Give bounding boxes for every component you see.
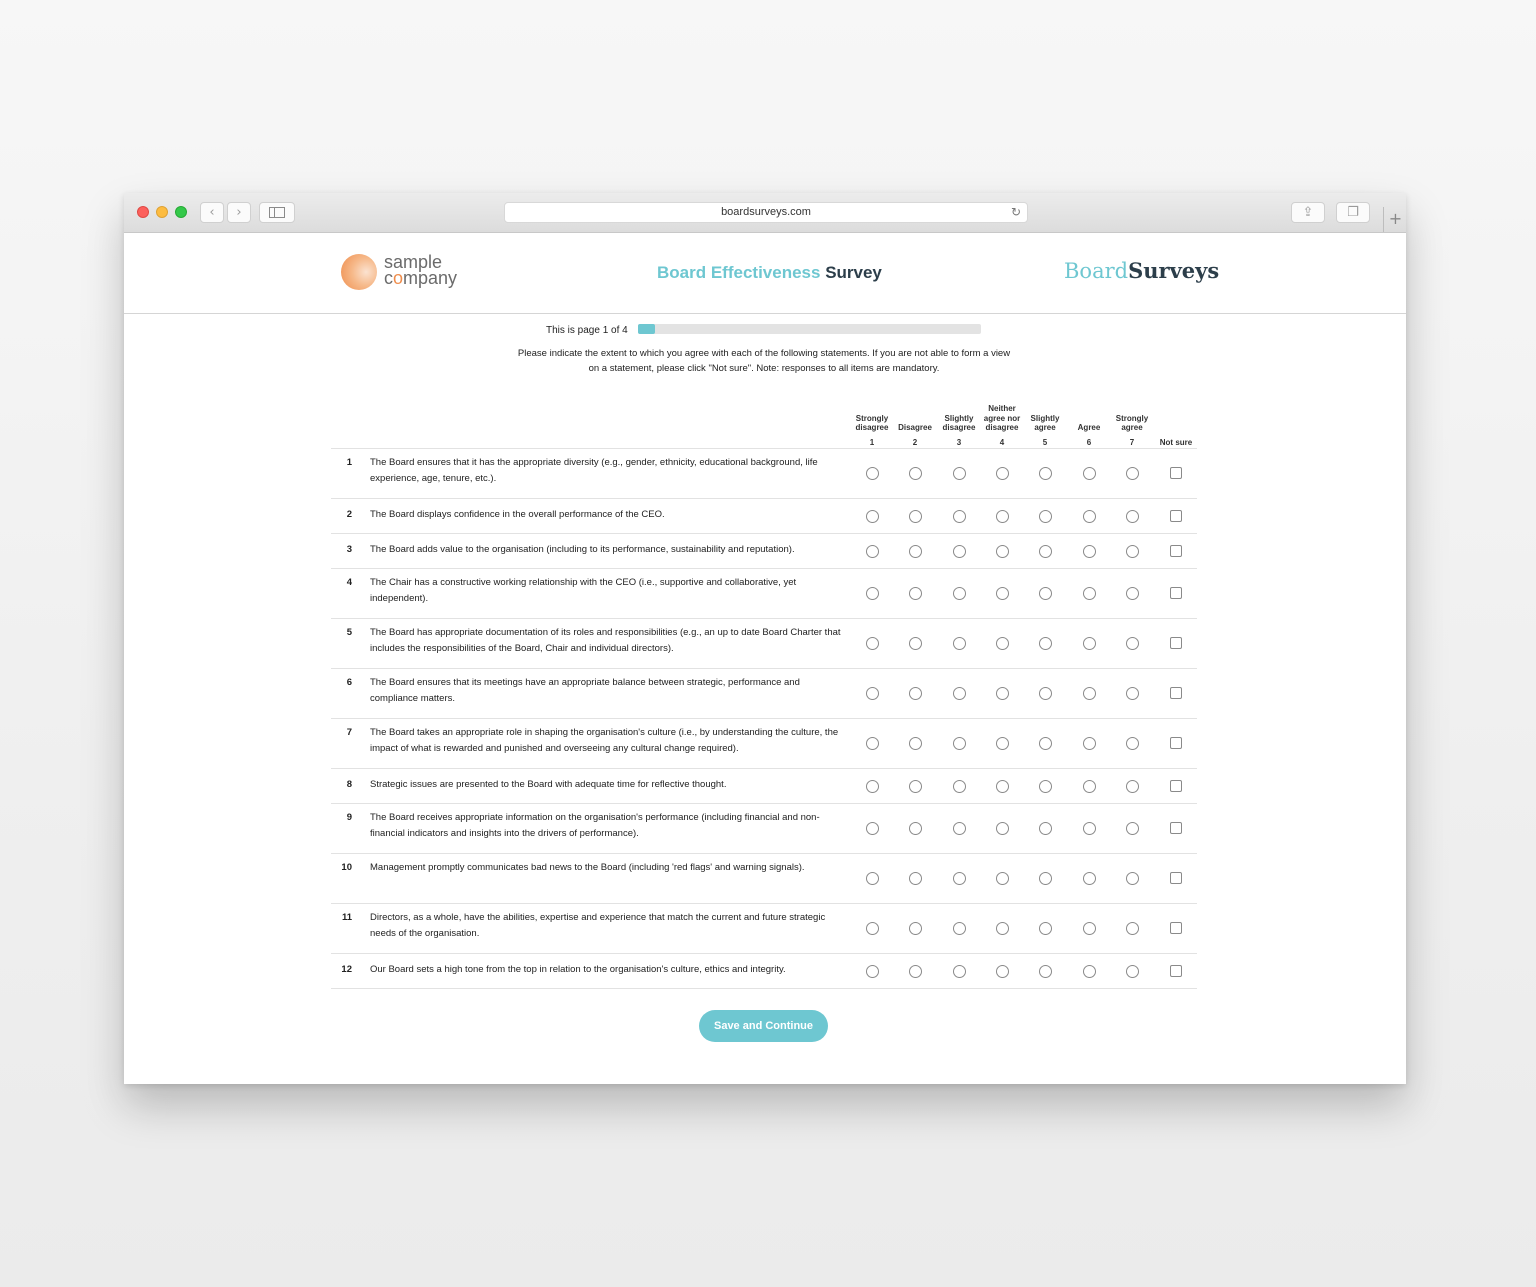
- rating-radio-2[interactable]: [909, 965, 922, 978]
- rating-radio-6[interactable]: [1083, 922, 1096, 935]
- rating-radio-7[interactable]: [1126, 872, 1139, 885]
- rating-radio-6[interactable]: [1083, 510, 1096, 523]
- not-sure-checkbox[interactable]: [1170, 467, 1182, 479]
- rating-radio-5[interactable]: [1039, 965, 1052, 978]
- new-tab-button[interactable]: [1383, 207, 1407, 232]
- question-row: [331, 569, 1197, 619]
- scale-header-8: [1154, 389, 1198, 447]
- scale-header-3: [937, 389, 981, 447]
- rating-radio-6[interactable]: [1083, 637, 1096, 650]
- rating-radio-6[interactable]: [1083, 687, 1096, 700]
- question-row: [331, 619, 1197, 669]
- rating-radio-5[interactable]: [1039, 467, 1052, 480]
- share-icon: ⇪: [1302, 205, 1314, 220]
- rating-radio-4[interactable]: [996, 872, 1009, 885]
- plus-icon: +: [1388, 209, 1403, 228]
- rating-radio-5[interactable]: [1039, 587, 1052, 600]
- rating-radio-1[interactable]: [866, 872, 879, 885]
- rating-radio-4[interactable]: [996, 545, 1009, 558]
- rating-radio-1[interactable]: [866, 545, 879, 558]
- rating-radio-7[interactable]: [1126, 587, 1139, 600]
- progress-fill: [638, 324, 655, 334]
- rating-radio-2[interactable]: [909, 587, 922, 600]
- rating-radio-5[interactable]: [1039, 780, 1052, 793]
- page-title: Board Effectiveness Survey: [657, 263, 882, 282]
- rating-radio-1[interactable]: [866, 637, 879, 650]
- question-text: Management promptly communicates bad news to the Board (including 'red flags' and warning signals).: [370, 862, 805, 873]
- question-row: [331, 534, 1197, 569]
- rating-radio-5[interactable]: [1039, 872, 1052, 885]
- rating-radio-7[interactable]: [1126, 737, 1139, 750]
- rating-radio-6[interactable]: [1083, 822, 1096, 835]
- not-sure-checkbox[interactable]: [1170, 737, 1182, 749]
- not-sure-checkbox[interactable]: [1170, 965, 1182, 977]
- back-button[interactable]: [200, 202, 224, 223]
- question-row: [331, 669, 1197, 719]
- rating-radio-2[interactable]: [909, 822, 922, 835]
- question-number: 11: [341, 912, 352, 923]
- tabs-icon: ❐: [1347, 205, 1359, 220]
- rating-radio-1[interactable]: [866, 780, 879, 793]
- rating-radio-3[interactable]: [953, 872, 966, 885]
- scale-label: Strongly agree: [1115, 413, 1149, 432]
- rating-radio-6[interactable]: [1083, 965, 1096, 978]
- logo-line-2: company: [384, 268, 458, 288]
- progress-bar: [638, 324, 981, 334]
- question-number: 8: [346, 779, 352, 790]
- scale-label: Not sure: [1159, 437, 1193, 447]
- rating-radio-6[interactable]: [1083, 780, 1096, 793]
- rating-radio-6[interactable]: [1083, 467, 1096, 480]
- company-logo-icon: [341, 254, 377, 290]
- scale-number: 6: [1086, 437, 1092, 447]
- question-number: 1: [346, 457, 352, 468]
- rating-radio-5[interactable]: [1039, 687, 1052, 700]
- sidebar-button[interactable]: [259, 202, 295, 223]
- rating-radio-4[interactable]: [996, 737, 1009, 750]
- instructions: Please indicate the extent to which you agree with each of the following statements. If you are not able to form a view on a statement, please click "Not sure". Note: responses to all items are mandatory.: [517, 348, 1011, 374]
- rating-radio-6[interactable]: [1083, 545, 1096, 558]
- not-sure-checkbox[interactable]: [1170, 687, 1182, 699]
- scale-header-2: [893, 389, 937, 447]
- close-window-button[interactable]: [137, 206, 149, 218]
- rating-radio-7[interactable]: [1126, 637, 1139, 650]
- question-number: 7: [346, 727, 352, 738]
- not-sure-checkbox[interactable]: [1170, 510, 1182, 522]
- question-text: The Board ensures that its meetings have an appropriate balance between strategic, performance and compliance matters.: [370, 677, 800, 704]
- rating-radio-2[interactable]: [909, 510, 922, 523]
- rating-radio-2[interactable]: [909, 872, 922, 885]
- scale-header-7: [1110, 389, 1154, 447]
- rating-radio-4[interactable]: [996, 922, 1009, 935]
- rating-radio-2[interactable]: [909, 545, 922, 558]
- question-text: The Board displays confidence in the overall performance of the CEO.: [370, 509, 665, 520]
- rating-radio-1[interactable]: [866, 687, 879, 700]
- rating-radio-4[interactable]: [996, 965, 1009, 978]
- not-sure-checkbox[interactable]: [1170, 780, 1182, 792]
- rating-radio-4[interactable]: [996, 587, 1009, 600]
- rating-radio-7[interactable]: [1126, 780, 1139, 793]
- rating-radio-6[interactable]: [1083, 737, 1096, 750]
- chevron-right-icon: ›: [236, 205, 242, 220]
- rating-radio-7[interactable]: [1126, 922, 1139, 935]
- rating-radio-2[interactable]: [909, 922, 922, 935]
- logo-line-1: sample: [384, 252, 443, 272]
- question-row: [331, 499, 1197, 534]
- company-logo: [384, 254, 457, 286]
- chevron-left-icon: ‹: [209, 205, 215, 220]
- question-text: The Board has appropriate documentation of its roles and responsibilities (e.g., an up to date Board Charter that includes the responsibilities of the Board, Chair and individual directors).: [370, 627, 841, 654]
- question-row: [331, 954, 1197, 989]
- scale-number: 3: [956, 437, 962, 447]
- question-text: Directors, as a whole, have the abilities, expertise and experience that match the current and future strategic needs of the organisation.: [370, 912, 826, 939]
- rating-radio-2[interactable]: [909, 687, 922, 700]
- rating-radio-1[interactable]: [866, 965, 879, 978]
- rating-radio-3[interactable]: [953, 965, 966, 978]
- rating-radio-5[interactable]: [1039, 510, 1052, 523]
- zoom-window-button[interactable]: [175, 206, 187, 218]
- rating-radio-1[interactable]: [866, 922, 879, 935]
- scale-label: Slightly agree: [1030, 413, 1060, 432]
- scale-label: Slightly disagree: [942, 413, 976, 432]
- question-text: The Board adds value to the organisation (including to its performance, sustainability and reputation).: [370, 544, 795, 555]
- rating-radio-3[interactable]: [953, 545, 966, 558]
- not-sure-checkbox[interactable]: [1170, 922, 1182, 934]
- scale-number: 4: [999, 437, 1005, 447]
- rating-radio-5[interactable]: [1039, 822, 1052, 835]
- scale-label: Agree: [1077, 423, 1101, 432]
- rating-radio-3[interactable]: [953, 822, 966, 835]
- rating-radio-4[interactable]: [996, 637, 1009, 650]
- scale-header-6: [1067, 389, 1111, 447]
- question-text: The Chair has a constructive working relationship with the CEO (i.e., supportive and collaborative, yet independent).: [370, 577, 797, 604]
- rating-radio-3[interactable]: [953, 637, 966, 650]
- rating-radio-7[interactable]: [1126, 965, 1139, 978]
- rating-radio-7[interactable]: [1126, 510, 1139, 523]
- question-text: The Board takes an appropriate role in shaping the organisation's culture (i.e., by understanding the culture, the impact of what is rewarded and punished and overseeing any cultural change required).: [370, 727, 839, 754]
- rating-radio-7[interactable]: [1126, 467, 1139, 480]
- scale-header-1: [850, 389, 894, 447]
- tabs-overview-button[interactable]: [1336, 202, 1370, 223]
- question-row: [331, 804, 1197, 854]
- browser-toolbar: [124, 193, 1406, 233]
- rating-radio-7[interactable]: [1126, 687, 1139, 700]
- scale-number: 2: [912, 437, 918, 447]
- rating-radio-4[interactable]: [996, 467, 1009, 480]
- scale-header-4: [980, 389, 1024, 447]
- question-row: [331, 719, 1197, 769]
- question-number: 2: [346, 509, 352, 520]
- not-sure-checkbox[interactable]: [1170, 822, 1182, 834]
- scale-label: Disagree: [898, 423, 932, 432]
- browser-window: [124, 193, 1406, 1084]
- rating-radio-2[interactable]: [909, 780, 922, 793]
- question-text: Strategic issues are presented to the Board with adequate time for reflective thought.: [370, 779, 727, 790]
- rating-radio-4[interactable]: [996, 687, 1009, 700]
- question-number: 5: [346, 627, 352, 638]
- question-number: 10: [341, 862, 352, 873]
- save-and-continue-button[interactable]: Save and Continue: [699, 1010, 828, 1042]
- rating-radio-4[interactable]: [996, 780, 1009, 793]
- rating-radio-6[interactable]: [1083, 872, 1096, 885]
- question-number: 4: [346, 577, 352, 588]
- not-sure-checkbox[interactable]: [1170, 637, 1182, 649]
- question-number: 6: [346, 677, 352, 688]
- rating-radio-2[interactable]: [909, 637, 922, 650]
- question-number: 9: [346, 812, 352, 823]
- rating-radio-3[interactable]: [953, 780, 966, 793]
- question-text: The Board receives appropriate information on the organisation's performance (including financial and non-financial indicators and insights into the drivers of performance).: [370, 812, 820, 839]
- rating-radio-3[interactable]: [953, 922, 966, 935]
- rating-radio-6[interactable]: [1083, 587, 1096, 600]
- not-sure-checkbox[interactable]: [1170, 545, 1182, 557]
- rating-radio-3[interactable]: [953, 467, 966, 480]
- sidebar-icon: [269, 207, 285, 218]
- not-sure-checkbox[interactable]: [1170, 872, 1182, 884]
- rating-radio-1[interactable]: [866, 467, 879, 480]
- question-text: The Board ensures that it has the appropriate diversity (e.g., gender, ethnicity, educational background, life experience, age, tenure, etc.).: [370, 457, 818, 484]
- rating-radio-5[interactable]: [1039, 922, 1052, 935]
- minimize-window-button[interactable]: [156, 206, 168, 218]
- question-row: [331, 769, 1197, 804]
- progress-label: This is page 1 of 4: [546, 325, 628, 336]
- question-row: [331, 904, 1197, 954]
- scale-label: Neither agree nor disagree: [983, 404, 1021, 432]
- rating-radio-5[interactable]: [1039, 637, 1052, 650]
- rating-radio-5[interactable]: [1039, 737, 1052, 750]
- not-sure-checkbox[interactable]: [1170, 587, 1182, 599]
- question-text: Our Board sets a high tone from the top in relation to the organisation's culture, ethics and integrity.: [370, 964, 786, 975]
- rating-radio-7[interactable]: [1126, 545, 1139, 558]
- rating-radio-2[interactable]: [909, 467, 922, 480]
- rating-radio-3[interactable]: [953, 737, 966, 750]
- rating-radio-1[interactable]: [866, 737, 879, 750]
- scale-number: 7: [1129, 437, 1135, 447]
- address-bar[interactable]: [504, 202, 1028, 223]
- scale-header-5: [1023, 389, 1067, 447]
- page-header: [124, 232, 1406, 314]
- scale-number: 1: [869, 437, 875, 447]
- rating-radio-1[interactable]: [866, 822, 879, 835]
- rating-radio-1[interactable]: [866, 587, 879, 600]
- share-button[interactable]: [1291, 202, 1325, 223]
- question-row: [331, 854, 1197, 904]
- question-number: 3: [346, 544, 352, 555]
- rating-radio-1[interactable]: [866, 510, 879, 523]
- reload-icon[interactable]: ↻: [1010, 205, 1021, 219]
- url-text: boardsurveys.com: [721, 206, 811, 218]
- forward-button[interactable]: [227, 202, 251, 223]
- rating-radio-3[interactable]: [953, 510, 966, 523]
- rating-radio-7[interactable]: [1126, 822, 1139, 835]
- question-row: [331, 449, 1197, 499]
- rating-radio-3[interactable]: [953, 587, 966, 600]
- scale-label: Strongly disagree: [855, 413, 889, 432]
- rating-radio-5[interactable]: [1039, 545, 1052, 558]
- rating-radio-3[interactable]: [953, 687, 966, 700]
- scale-number: 5: [1042, 437, 1048, 447]
- brand-logo: BoardSurveys: [1064, 258, 1220, 283]
- question-number: 12: [341, 964, 352, 975]
- rating-radio-4[interactable]: [996, 822, 1009, 835]
- rating-radio-2[interactable]: [909, 737, 922, 750]
- rating-radio-4[interactable]: [996, 510, 1009, 523]
